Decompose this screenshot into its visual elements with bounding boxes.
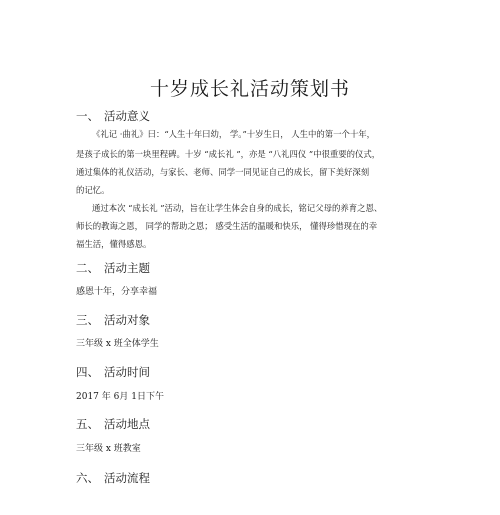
section-title: 活动时间: [104, 365, 150, 379]
section-number: 四、: [76, 365, 99, 379]
paragraph-line: 福生活，懂得感恩。: [76, 239, 152, 249]
section-heading-6: [76, 470, 150, 486]
paragraph-line: 《礼记 ·曲礼》曰：“人生十年曰幼， 学。”十岁生日， 人生中的第一个十年，: [92, 129, 376, 139]
section-number: 五、: [76, 417, 99, 431]
section-title: 活动对象: [104, 313, 150, 327]
section-content: 三年级 x 班全体学生: [76, 339, 159, 349]
section-number: 六、: [76, 471, 99, 485]
paragraph-line: 的记忆。: [76, 185, 110, 195]
section-heading-1: [76, 108, 150, 124]
section-heading-4: [76, 364, 150, 380]
section-title: 活动主题: [104, 261, 150, 275]
paragraph-line: 通过本次 “成长礼 ”活动，旨在让学生体会自身的成长，铭记父母的养育之恩、: [92, 203, 383, 213]
document-title: 十岁成长礼活动策划书: [149, 78, 350, 100]
section-heading-5: [76, 416, 150, 432]
section-heading-2: [76, 260, 150, 276]
section-heading-3: [76, 312, 150, 328]
section-number: 一、: [76, 109, 99, 123]
section-content: 感恩十年，分享幸福: [76, 287, 158, 297]
paragraph-line: 通过集体的礼仪活动，与家长、老师、同学一同见证自己的成长，留下美好深刻: [76, 167, 370, 177]
section-content: 2017 年 6月 1日下午: [76, 392, 164, 402]
section-title: 活动地点: [104, 417, 150, 431]
section-number: 三、: [76, 313, 99, 327]
section-title: 活动流程: [104, 471, 150, 485]
paragraph-line: 师长的教诲之恩， 同学的帮助之恩； 感受生活的温暖和快乐， 懂得珍惜现在的幸: [76, 221, 378, 231]
section-number: 二、: [76, 261, 99, 275]
section-title: 活动意义: [104, 109, 150, 123]
section-content: 三年级 x 班教室: [76, 444, 141, 454]
paragraph-line: 是孩子成长的第一块里程碑。十岁 “成长礼 ”，亦是 “八礼四仪 ”中很重要的仪式，: [76, 149, 381, 159]
